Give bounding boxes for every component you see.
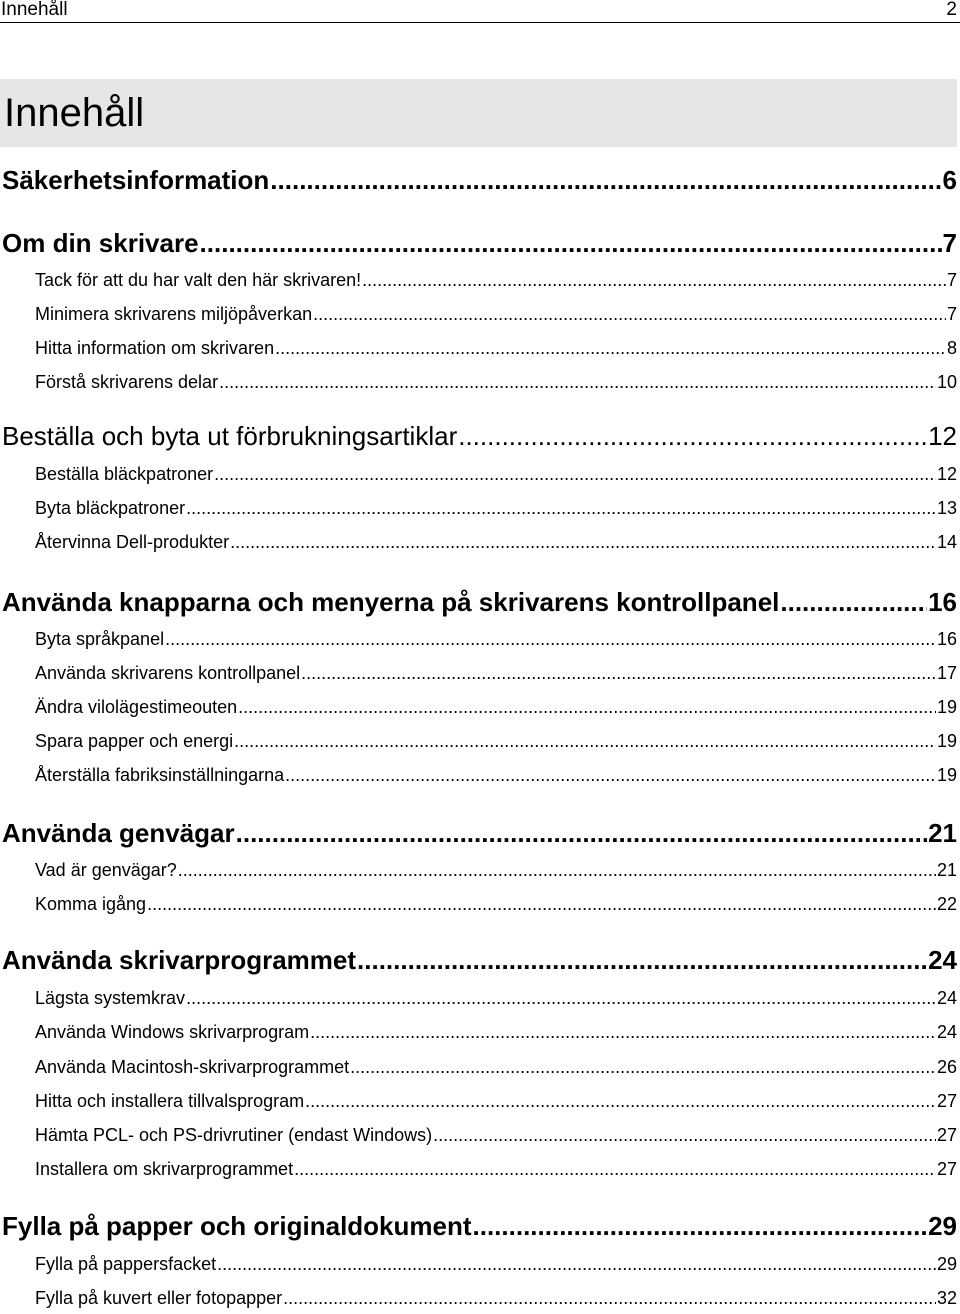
toc-subsection-entry[interactable] (35, 986, 957, 1010)
toc-subsection-entry[interactable] (35, 1020, 957, 1044)
toc-subsection-entry-title: Återvinna Dell-produkter (35, 532, 230, 552)
toc-section-entry-page-number: 21 (928, 818, 957, 848)
toc-section-entry-title: Säkerhetsinformation (2, 165, 270, 195)
toc-subsection-entry-page-number: 14 (936, 532, 957, 552)
dot-leader (301, 661, 936, 685)
toc-subsection-entry-title: Ändra vilolägestimeouten (35, 697, 238, 717)
toc-subsection-entry[interactable] (35, 268, 957, 292)
dot-leader (350, 1055, 936, 1079)
dot-leader (200, 227, 942, 259)
dot-leader (473, 1210, 928, 1242)
toc-subsection-entry[interactable] (35, 1123, 957, 1147)
toc-subsection-entry-title: Lägsta systemkrav (35, 988, 186, 1008)
toc-section-entry-title: Använda genvägar (2, 818, 235, 848)
running-head-page-number: 2 (946, 0, 957, 20)
toc-subsection-entry-page-number: 7 (946, 270, 957, 290)
dot-leader (230, 530, 936, 554)
toc-subsection-entry[interactable] (35, 627, 957, 651)
dot-leader (186, 496, 936, 520)
dot-leader (305, 1089, 936, 1113)
dot-leader (458, 420, 927, 452)
toc-subsection-entry-title: Vad är genvägar? (35, 860, 177, 880)
toc-section-entry[interactable] (2, 420, 957, 452)
toc-subsection-entry-page-number: 32 (936, 1288, 957, 1308)
toc-subsection-entry-page-number: 12 (936, 464, 957, 484)
toc-subsection-entry-title: Fylla på pappersfacket (35, 1254, 217, 1274)
dot-leader (283, 1286, 936, 1310)
toc-subsection-entry-title: Förstå skrivarens delar (35, 372, 219, 392)
toc-subsection-entry[interactable] (35, 302, 957, 326)
dot-leader (238, 695, 936, 719)
dot-leader (236, 817, 927, 849)
toc-subsection-entry-page-number: 19 (936, 697, 957, 717)
toc-subsection-entry-title: Fylla på kuvert eller fotopapper (35, 1288, 283, 1308)
toc-section-entry-page-number: 6 (942, 165, 957, 195)
dot-leader (234, 729, 936, 753)
toc-subsection-entry-page-number: 27 (936, 1159, 957, 1179)
toc-subsection-entry[interactable] (35, 1089, 957, 1113)
dot-leader (285, 763, 936, 787)
toc-subsection-entry-page-number: 27 (936, 1125, 957, 1145)
toc-section-entry[interactable] (2, 164, 957, 196)
dot-leader (178, 858, 936, 882)
toc-subsection-entry-title: Minimera skrivarens miljöpåverkan (35, 304, 313, 324)
toc-section-entry[interactable] (2, 1210, 957, 1242)
toc-subsection-entry-page-number: 17 (936, 663, 957, 683)
toc-subsection-entry-title: Använda skrivarens kontrollpanel (35, 663, 301, 683)
toc-subsection-entry[interactable] (35, 1252, 957, 1276)
dot-leader (219, 370, 936, 394)
toc-subsection-entry-page-number: 19 (936, 765, 957, 785)
toc-subsection-entry-page-number: 26 (936, 1057, 957, 1077)
toc-subsection-entry-title: Hämta PCL- och PS-drivrutiner (endast Windows) (35, 1125, 433, 1145)
toc-section-entry-title: Använda knapparna och menyerna på skrivarens kontrollpanel (2, 587, 780, 617)
toc-subsection-entry-page-number: 22 (936, 894, 957, 914)
dot-leader (270, 164, 941, 196)
toc-subsection-entry-page-number: 24 (936, 988, 957, 1008)
toc-subsection-entry-page-number: 8 (946, 338, 957, 358)
dot-leader (362, 268, 946, 292)
toc-section-entry-page-number: 16 (928, 587, 957, 617)
dot-leader (214, 462, 936, 486)
toc-subsection-entry-page-number: 19 (936, 731, 957, 751)
dot-leader (275, 336, 946, 360)
toc-section-entry[interactable] (2, 817, 957, 849)
dot-leader (186, 986, 936, 1010)
toc-subsection-entry[interactable] (35, 729, 957, 753)
toc-subsection-entry[interactable] (35, 1286, 957, 1310)
toc-subsection-entry-title: Installera om skrivarprogrammet (35, 1159, 294, 1179)
toc-subsection-entry-title: Använda Macintosh-skrivarprogrammet (35, 1057, 350, 1077)
toc-subsection-entry[interactable] (35, 462, 957, 486)
toc-subsection-entry-title: Återställa fabriksinställningarna (35, 765, 285, 785)
toc-section-entry-page-number: 24 (928, 945, 957, 975)
toc-subsection-entry[interactable] (35, 661, 957, 685)
toc-subsection-entry-title: Beställa bläckpatroner (35, 464, 214, 484)
toc-subsection-entry-page-number: 7 (946, 304, 957, 324)
running-head-title: Innehåll (1, 0, 68, 20)
dot-leader (310, 1020, 936, 1044)
toc-section-entry[interactable] (2, 586, 957, 618)
toc-section-entry-page-number: 12 (928, 421, 957, 451)
toc-section-entry-page-number: 29 (928, 1211, 957, 1241)
toc-section-entry[interactable] (2, 944, 957, 976)
toc-section-entry-title: Om din skrivare (2, 228, 199, 258)
dot-leader (357, 944, 927, 976)
toc-section-entry[interactable] (2, 227, 957, 259)
toc-subsection-entry-title: Byta bläckpatroner (35, 498, 186, 518)
toc-subsection-entry-title: Hitta information om skrivaren (35, 338, 275, 358)
toc-subsection-entry-title: Använda Windows skrivarprogram (35, 1022, 310, 1042)
toc-subsection-entry[interactable] (35, 336, 957, 360)
toc-subsection-entry-title: Komma igång (35, 894, 147, 914)
dot-leader (217, 1252, 936, 1276)
toc-subsection-entry-title: Hitta och installera tillvalsprogram (35, 1091, 305, 1111)
toc-subsection-entry[interactable] (35, 695, 957, 719)
dot-leader (433, 1123, 936, 1147)
toc-subsection-entry-title: Tack för att du har valt den här skrivaren! (35, 270, 362, 290)
toc-subsection-entry[interactable] (35, 1055, 957, 1079)
dot-leader (294, 1157, 936, 1181)
toc-subsection-entry[interactable] (35, 858, 957, 882)
dot-leader (147, 892, 936, 916)
page-title: Innehåll (4, 91, 145, 135)
toc-subsection-entry-page-number: 27 (936, 1091, 957, 1111)
toc-subsection-entry-page-number: 13 (936, 498, 957, 518)
toc-subsection-entry-page-number: 10 (936, 372, 957, 392)
toc-section-entry-page-number: 7 (942, 228, 957, 258)
toc-subsection-entry[interactable] (35, 496, 957, 520)
toc-subsection-entry[interactable] (35, 1157, 957, 1181)
toc-section-entry-title: Fylla på papper och originaldokument (2, 1211, 472, 1241)
dot-leader (780, 586, 927, 618)
toc-subsection-entry[interactable] (35, 530, 957, 554)
toc-subsection-entry[interactable] (35, 370, 957, 394)
toc-section-entry-title: Beställa och byta ut förbrukningsartiklar (2, 421, 458, 451)
toc-subsection-entry[interactable] (35, 763, 957, 787)
dot-leader (313, 302, 946, 326)
toc-subsection-entry-page-number: 29 (936, 1254, 957, 1274)
toc-subsection-entry-page-number: 21 (936, 860, 957, 880)
toc-subsection-entry-title: Spara papper och energi (35, 731, 234, 751)
toc-subsection-entry-title: Byta språkpanel (35, 629, 165, 649)
toc-subsection-entry-page-number: 24 (936, 1022, 957, 1042)
toc-subsection-entry-page-number: 16 (936, 629, 957, 649)
toc-subsection-entry[interactable] (35, 892, 957, 916)
toc-section-entry-title: Använda skrivarprogrammet (2, 945, 357, 975)
dot-leader (165, 627, 936, 651)
